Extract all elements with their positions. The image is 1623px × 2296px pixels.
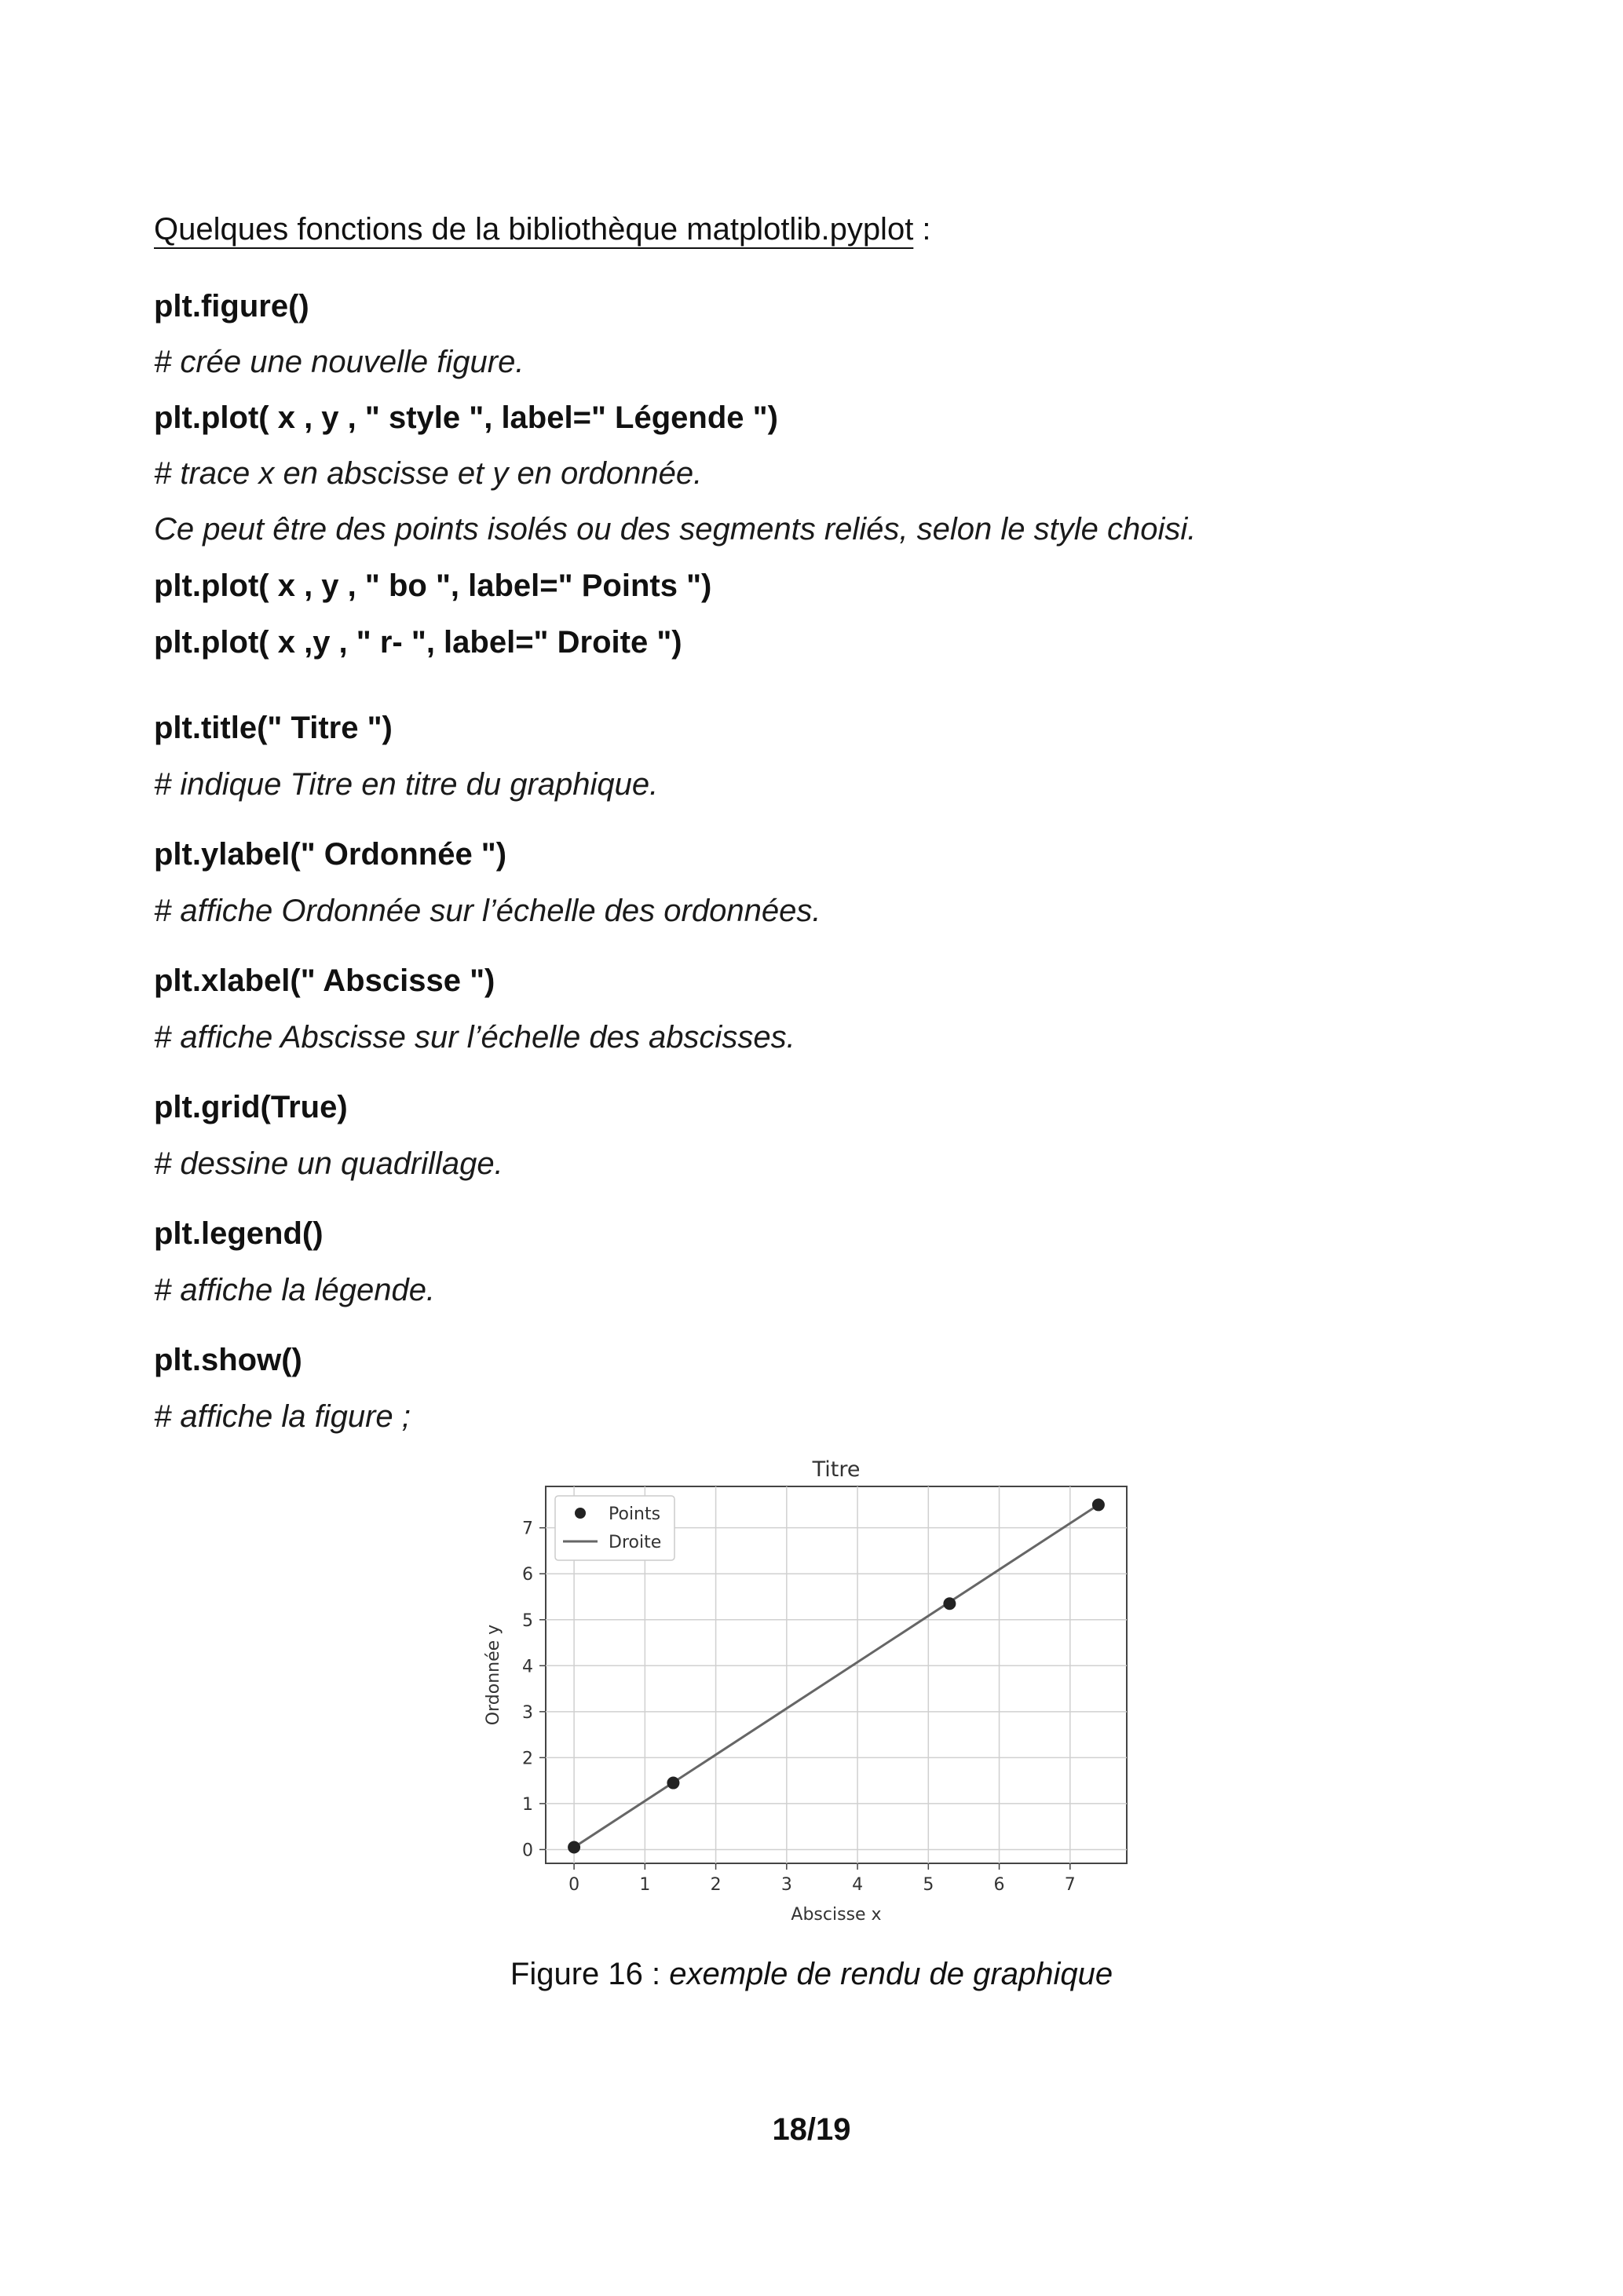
chart-title: Titre [812, 1457, 861, 1482]
figure-caption [0, 1955, 1623, 1993]
figure-caption-text: exemple de rendu de graphique [669, 1957, 1113, 1991]
data-point-1 [667, 1777, 679, 1790]
comment-plot-detail: Ce peut être des points isolés ou des segments reliés, selon le style choisi. [154, 512, 1197, 547]
example-chart [483, 1449, 1150, 1936]
code-plot-points: plt.plot( x , y , " bo ", label=" Points ") [154, 569, 712, 603]
data-point-3 [1092, 1498, 1105, 1511]
chart-y-axis-label: Ordonnée y [484, 1624, 503, 1726]
x-tick-label-3: 3 [780, 1875, 792, 1895]
legend-marker-points [575, 1508, 586, 1519]
y-tick-label-6: 6 [522, 1565, 533, 1585]
x-tick-label-7: 7 [1064, 1875, 1076, 1895]
comment-figure: # crée une nouvelle figure. [154, 345, 525, 379]
code-plot-droite: plt.plot( x ,y , " r- ", label=" Droite ") [154, 625, 682, 660]
comment-show: # affiche la figure ; [154, 1399, 411, 1434]
y-tick-label-5: 5 [522, 1610, 533, 1631]
x-tick-label-5: 5 [923, 1875, 934, 1895]
code-plot-style: plt.plot( x , y , " style ", label=" Légende ") [154, 400, 778, 435]
data-point-2 [943, 1597, 956, 1610]
y-tick-label-4: 4 [522, 1657, 533, 1677]
x-tick-label-4: 4 [852, 1875, 864, 1895]
x-tick-label-2: 2 [710, 1875, 722, 1895]
comment-plot: # trace x en abscisse et y en ordonnée. [154, 456, 703, 491]
page-number: 18/19 [772, 2112, 851, 2147]
x-tick-label-1: 1 [639, 1875, 651, 1895]
code-grid: plt.grid(True) [154, 1090, 348, 1124]
y-tick-label-7: 7 [522, 1519, 533, 1539]
section-heading-text: Quelques fonctions de la bibliothèque matplotlib.pyplot [154, 212, 914, 247]
code-xlabel: plt.xlabel(" Abscisse ") [154, 963, 495, 998]
chart-x-axis-label: Abscisse x [791, 1905, 882, 1925]
legend-label-points: Points [609, 1504, 661, 1524]
legend-label-droite: Droite [609, 1533, 662, 1552]
code-show: plt.show() [154, 1343, 302, 1377]
comment-legend: # affiche la légende. [154, 1273, 436, 1307]
comment-grid: # dessine un quadrillage. [154, 1146, 503, 1181]
data-point-0 [568, 1841, 580, 1854]
figure-caption-prefix: Figure 16 : [510, 1957, 670, 1991]
section-heading-suffix: : [913, 212, 931, 247]
chart-legend [555, 1496, 674, 1560]
code-figure: plt.figure() [154, 289, 309, 324]
comment-title: # indique Titre en titre du graphique. [154, 767, 659, 802]
comment-xlabel: # affiche Abscisse sur l’échelle des abscisses. [154, 1020, 795, 1055]
y-tick-label-0: 0 [522, 1841, 533, 1861]
comment-ylabel: # affiche Ordonnée sur l’échelle des ordonnées. [154, 894, 821, 928]
y-tick-label-3: 3 [522, 1702, 533, 1723]
y-tick-label-1: 1 [522, 1794, 533, 1815]
y-tick-label-2: 2 [522, 1749, 533, 1769]
x-tick-label-0: 0 [568, 1875, 580, 1895]
code-legend: plt.legend() [154, 1216, 324, 1251]
section-heading [154, 210, 931, 248]
code-title: plt.title(" Titre ") [154, 711, 393, 745]
code-ylabel: plt.ylabel(" Ordonnée ") [154, 837, 507, 872]
x-tick-label-6: 6 [993, 1875, 1005, 1895]
